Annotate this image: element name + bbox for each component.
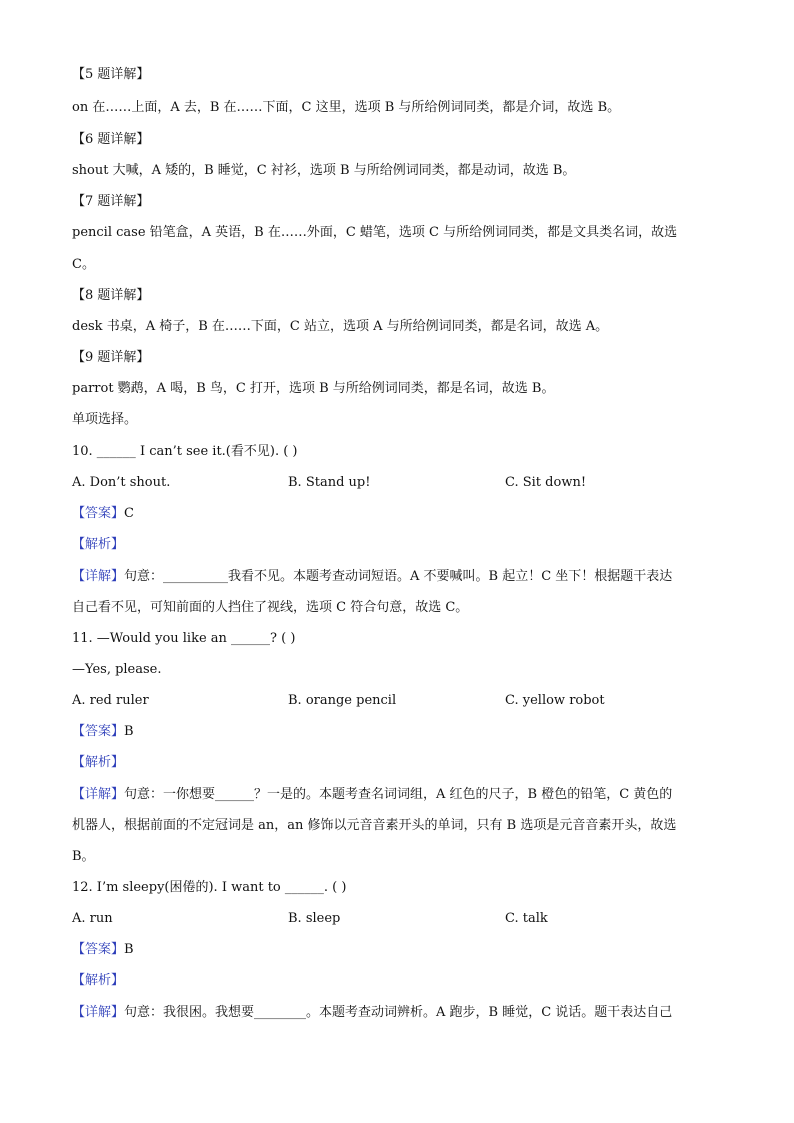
- section-title-single-choice: 单项选择。: [72, 412, 138, 427]
- q10-analysis-label: 【解析】: [72, 537, 125, 552]
- question-12-stem: 12. I’m sleepy(困倦的). I want to ______. ( ): [72, 880, 347, 895]
- text-q9-explanation: parrot 鹦鹉，A 喝，B 鸟，C 打开，选项 B 与所给例词同类，都是名词，故选 B。: [72, 381, 555, 396]
- q11-answer-value: B: [124, 724, 134, 739]
- q12-detail-text1: 句意：我很困。我想要________。本题考查动词辨析。A 跑步，B 睡觉，C 说话。题干表达自己: [124, 1005, 673, 1020]
- q11-answer-label: 【答案】: [72, 724, 125, 739]
- question-10-stem: 10. ______ I can’t see it.(看不见). ( ): [72, 444, 298, 459]
- heading-q9-detail: 【9 题详解】: [72, 350, 150, 365]
- text-q7-explanation-line1: pencil case 铅笔盒，A 英语，B 在……外面，C 蜡笔，选项 C 与所给例词同类，都是文具类名词，故选: [72, 225, 678, 240]
- q11-detail-line1: [72, 786, 722, 804]
- heading-q6-detail: 【6 题详解】: [72, 132, 150, 147]
- text-q7-explanation-line2: C。: [72, 257, 95, 272]
- q10-answer-label: 【答案】: [72, 506, 125, 521]
- q12-option-c: C. talk: [505, 911, 548, 926]
- question-11-reply: —Yes, please.: [72, 662, 162, 677]
- q12-option-b: B. sleep: [288, 911, 341, 926]
- q10-option-c: C. Sit down!: [505, 475, 587, 490]
- q11-option-c: C. yellow robot: [505, 693, 605, 708]
- q11-answer: [72, 723, 722, 741]
- q12-answer-value: B: [124, 942, 134, 957]
- q12-detail-line1: [72, 1004, 722, 1022]
- heading-q8-detail: 【8 题详解】: [72, 288, 150, 303]
- question-11-stem: 11. —Would you like an ______? ( ): [72, 631, 296, 646]
- q10-answer-value: C: [124, 506, 134, 521]
- q12-detail-label: 【详解】: [72, 1005, 125, 1020]
- q11-detail-line2: 机器人，根据前面的不定冠词是 an，an 修饰以元音音素开头的单词，只有 B 选项是元音音素开头，故选: [72, 818, 677, 833]
- heading-q7-detail: 【7 题详解】: [72, 194, 150, 209]
- q10-option-a: A. Don’t shout.: [72, 475, 171, 490]
- q10-answer: [72, 505, 722, 523]
- text-q6-explanation: shout 大喊，A 矮的，B 睡觉，C 衬衫，选项 B 与所给例词同类，都是动词，故选 B。: [72, 163, 576, 178]
- q12-analysis-label: 【解析】: [72, 973, 125, 988]
- q12-answer-label: 【答案】: [72, 942, 125, 957]
- q12-option-a: A. run: [72, 911, 113, 926]
- q10-detail-line1: [72, 568, 722, 586]
- q11-detail-label: 【详解】: [72, 787, 125, 802]
- q11-option-a: A. red ruler: [72, 693, 149, 708]
- text-q8-explanation: desk 书桌，A 椅子，B 在……下面，C 站立，选项 A 与所给例词同类，都是名词，故选 A。: [72, 319, 609, 334]
- q10-detail-label: 【详解】: [72, 569, 125, 584]
- q11-detail-line3: B。: [72, 849, 95, 864]
- q11-option-b: B. orange pencil: [288, 693, 397, 708]
- q10-detail-text1: 句意：__________我看不见。本题考查动词短语。A 不要喊叫。B 起立！C 坐下！根据题干表达: [124, 569, 673, 584]
- text-q5-explanation: on 在……上面，A 去，B 在……下面，C 这里，选项 B 与所给例词同类，都是介词，故选 B。: [72, 100, 621, 115]
- q10-detail-line2: 自己看不见，可知前面的人挡住了视线，选项 C 符合句意，故选 C。: [72, 600, 469, 615]
- q11-analysis-label: 【解析】: [72, 755, 125, 770]
- q11-detail-text1: 句意：一你想要______？一是的。本题考查名词词组，A 红色的尺子，B 橙色的铅笔，C 黄色的: [124, 787, 673, 802]
- q12-answer: [72, 941, 722, 959]
- heading-q5-detail: 【5 题详解】: [72, 67, 150, 82]
- q10-option-b: B. Stand up!: [288, 475, 371, 490]
